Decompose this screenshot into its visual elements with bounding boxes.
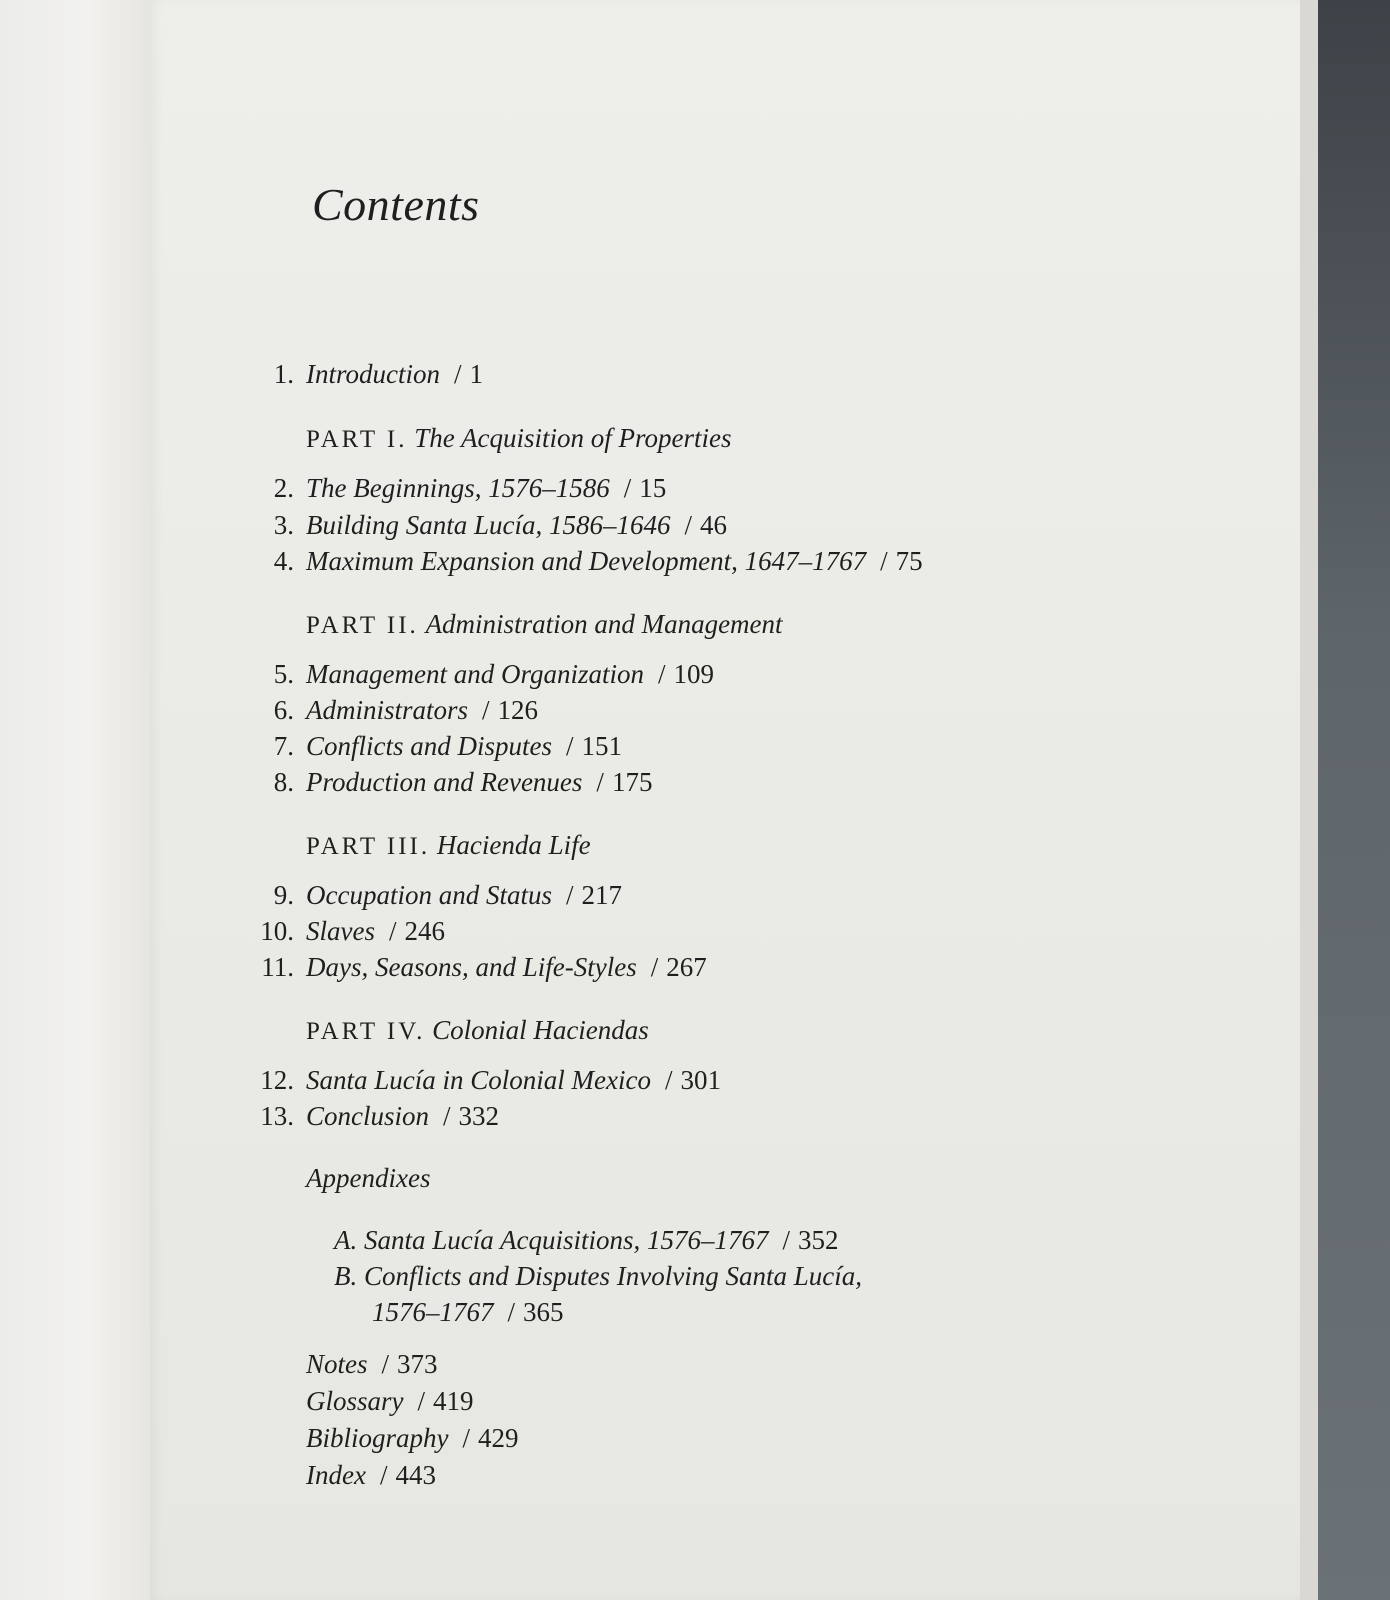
separator: / bbox=[462, 1423, 471, 1453]
page-number: 352 bbox=[798, 1225, 839, 1255]
chapter-number: 6. bbox=[273, 695, 294, 725]
separator: / bbox=[684, 510, 693, 540]
separator: / bbox=[782, 1225, 791, 1255]
chapter-title: Management and Organization bbox=[306, 659, 644, 689]
page-number: 75 bbox=[895, 546, 923, 576]
chapter-number: 11. bbox=[261, 952, 294, 982]
separator: / bbox=[650, 952, 659, 982]
separator: / bbox=[664, 1065, 673, 1095]
chapter-title: The Beginnings, 1576–1586 bbox=[306, 473, 610, 503]
part-heading-1 bbox=[306, 420, 731, 456]
page-number: 1 bbox=[469, 359, 484, 389]
part-title: The Acquisition of Properties bbox=[414, 423, 732, 453]
part-title: Colonial Haciendas bbox=[432, 1015, 649, 1045]
chapter-number: 9. bbox=[273, 880, 294, 910]
separator: / bbox=[454, 359, 462, 389]
page-title: Contents bbox=[312, 179, 480, 230]
page-number: 109 bbox=[673, 659, 714, 689]
page-number: 126 bbox=[497, 695, 539, 725]
page-number: 15 bbox=[639, 473, 667, 503]
page-number: 151 bbox=[581, 731, 623, 761]
toc-entry-appendix-b bbox=[334, 1258, 862, 1294]
part-heading-3 bbox=[306, 827, 591, 863]
part-label: PART II. bbox=[306, 612, 419, 639]
part-title: Administration and Management bbox=[425, 609, 783, 639]
part-label: PART IV. bbox=[306, 1018, 426, 1045]
chapter-title: Days, Seasons, and Life-Styles bbox=[306, 952, 637, 982]
separator: / bbox=[565, 880, 574, 910]
part-label: PART III. bbox=[306, 833, 431, 860]
chapter-number: 1. bbox=[273, 359, 294, 389]
chapter-title: Introduction bbox=[306, 359, 440, 389]
chapter-number: 5. bbox=[273, 659, 294, 689]
appendix-title: A. Santa Lucía Acquisitions, 1576–1767 bbox=[334, 1225, 769, 1255]
chapter-number: 10. bbox=[260, 916, 294, 946]
chapter-number: 12. bbox=[260, 1065, 294, 1095]
separator: / bbox=[507, 1297, 516, 1327]
page-number: 46 bbox=[700, 510, 728, 540]
toc-entry-notes bbox=[306, 1346, 438, 1382]
toc-entry-index bbox=[306, 1457, 436, 1493]
chapter-number: 8. bbox=[273, 767, 294, 797]
page-number: 246 bbox=[404, 916, 445, 946]
chapter-number: 3. bbox=[273, 510, 294, 540]
page-number: 365 bbox=[523, 1297, 564, 1327]
back-matter-title: Notes bbox=[306, 1349, 368, 1379]
separator: / bbox=[482, 695, 490, 725]
page-number: 373 bbox=[397, 1349, 438, 1379]
separator: / bbox=[657, 659, 666, 689]
page-number: 175 bbox=[611, 767, 653, 797]
appendix-title-line-1: B. Conflicts and Disputes Involving Santa Lucía, bbox=[334, 1261, 862, 1291]
separator: / bbox=[388, 916, 397, 946]
separator: / bbox=[417, 1386, 426, 1416]
page-number: 332 bbox=[458, 1101, 500, 1131]
separator: / bbox=[623, 473, 632, 503]
toc-entry-bibliography bbox=[306, 1420, 519, 1456]
toc-entry-glossary bbox=[306, 1383, 474, 1419]
page-number: 267 bbox=[666, 952, 707, 982]
separator: / bbox=[880, 546, 888, 576]
separator: / bbox=[596, 767, 604, 797]
page-number: 419 bbox=[433, 1386, 474, 1416]
chapter-title: Slaves bbox=[306, 916, 375, 946]
appendixes-heading bbox=[306, 1160, 430, 1196]
separator: / bbox=[443, 1101, 451, 1131]
page-number: 217 bbox=[581, 880, 622, 910]
chapter-title: Conflicts and Disputes bbox=[306, 731, 553, 761]
back-matter-title: Bibliography bbox=[306, 1423, 449, 1453]
separator: / bbox=[381, 1349, 390, 1379]
chapter-number: 2. bbox=[273, 473, 294, 503]
chapter-title: Conclusion bbox=[306, 1101, 430, 1131]
chapter-title: Occupation and Status bbox=[306, 880, 552, 910]
page-number: 429 bbox=[478, 1423, 519, 1453]
chapter-title: Administrators bbox=[306, 695, 469, 725]
part-label: PART I. bbox=[306, 426, 408, 453]
chapter-title: Production and Revenues bbox=[306, 767, 583, 797]
appendixes-title: Appendixes bbox=[306, 1163, 431, 1193]
part-heading-2 bbox=[306, 606, 783, 642]
chapter-number: 7. bbox=[273, 731, 294, 761]
chapter-number: 13. bbox=[260, 1101, 294, 1131]
appendix-title-line-2: 1576–1767 bbox=[372, 1297, 494, 1327]
toc-entry-appendix-a bbox=[334, 1222, 839, 1258]
page-number: 301 bbox=[680, 1065, 721, 1095]
toc-entry-appendix-b-continued bbox=[372, 1294, 564, 1330]
chapter-title: Building Santa Lucía, 1586–1646 bbox=[306, 510, 671, 540]
chapter-title: Maximum Expansion and Development, 1647–1767 bbox=[306, 546, 867, 576]
separator: / bbox=[379, 1460, 388, 1490]
chapter-title: Santa Lucía in Colonial Mexico bbox=[306, 1065, 651, 1095]
back-matter-title: Glossary bbox=[306, 1386, 404, 1416]
back-matter-title: Index bbox=[306, 1460, 366, 1490]
part-title: Hacienda Life bbox=[436, 830, 591, 860]
chapter-number: 4. bbox=[273, 546, 294, 576]
part-heading-4 bbox=[306, 1012, 649, 1048]
separator: / bbox=[566, 731, 574, 761]
page-number: 443 bbox=[395, 1460, 436, 1490]
